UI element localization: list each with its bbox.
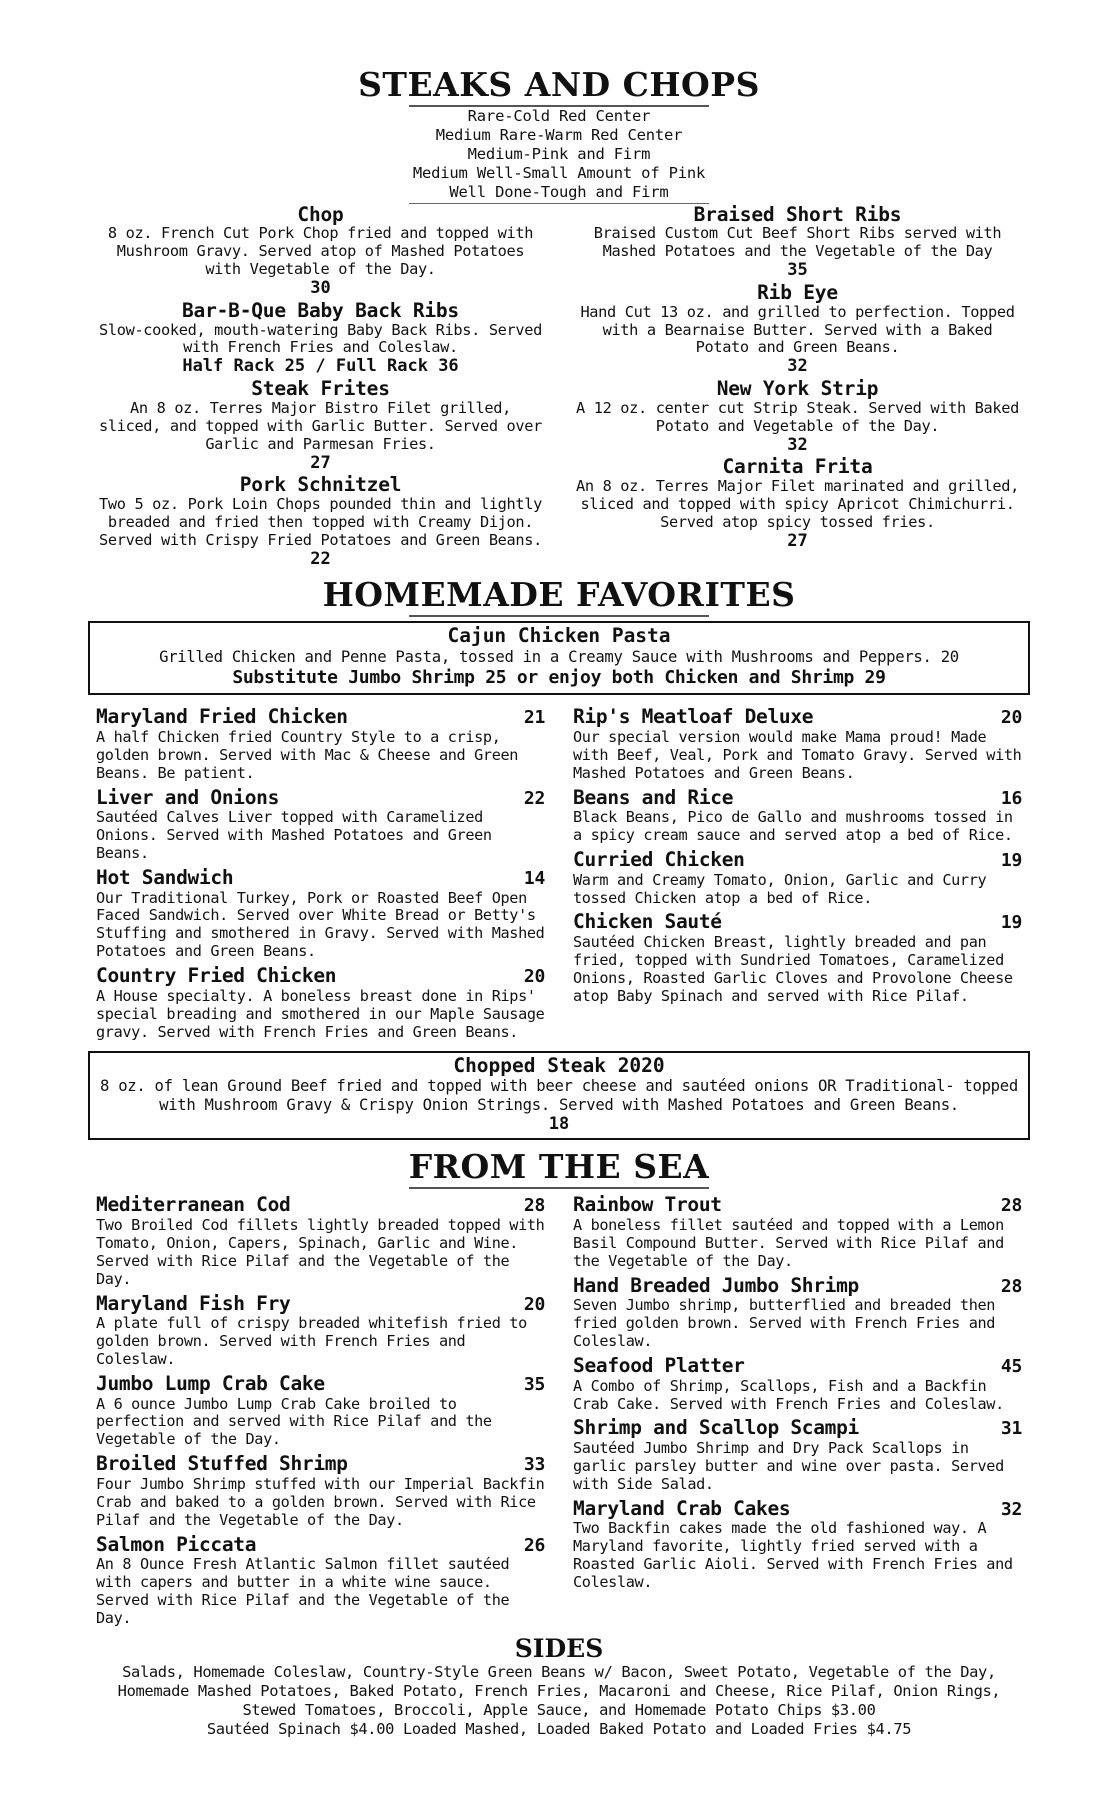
item-price: 30 (310, 278, 331, 299)
menu-item-new-york-strip (573, 378, 1022, 454)
sea-columns (0, 1193, 1118, 1631)
sides-list (0, 1663, 1118, 1740)
item-description: Braised Custom Cut Beef Short Ribs served with Mashed Potatoes and the Vegetable of the Day (593, 224, 1002, 261)
item-name: Jumbo Lump Crab Cake (96, 1371, 325, 1395)
menu-item-steak-frites (96, 378, 545, 472)
item-price: 14 (523, 867, 545, 889)
item-name: Maryland Crab Cakes (573, 1496, 791, 1520)
item-description: Seven Jumbo shrimp, butterflied and breaded then fried golden brown. Served with French Fries and Coleslaw. (573, 1296, 996, 1351)
item-name: Shrimp and Scallop Scampi (573, 1416, 860, 1440)
item-name: Chicken Sauté (573, 910, 722, 934)
item-description: An 8 oz. Terres Major Filet marinated and grilled, sliced and topped with spicy Apricot Chimichurri. Served atop spicy tossed fries. (576, 477, 1019, 531)
item-description: An 8 Ounce Fresh Atlantic Salmon fillet sautéed with capers and butter in a white wine sauce. Served with Rice Pilaf and the Vegetable of the Day. (96, 1555, 510, 1628)
menu-item-broiled-stuffed-shrimp (96, 1452, 545, 1529)
item-price: 28 (523, 1195, 545, 1217)
item-name: Rib Eye (757, 280, 838, 304)
temp-line: Medium Well-Small Amount of Pink (412, 163, 706, 182)
steak-temperatures (0, 107, 1118, 202)
menu-item-rainbow-trout (573, 1193, 1022, 1270)
item-price: 28 (1000, 1195, 1022, 1217)
item-name: Salmon Piccata (96, 1532, 257, 1556)
menu-item-seafood-platter (573, 1354, 1022, 1413)
item-price: 19 (1000, 849, 1022, 871)
menu-item-hot-sandwich (96, 866, 545, 961)
favorites-left-column (96, 705, 545, 1045)
item-description: A boneless fillet sautéed and topped with a Lemon Basil Compound Butter. Served with Rice Pilaf and the Vegetable of the Day. (573, 1215, 1004, 1270)
item-description: Sautéed Calves Liver topped with Caramelized Onions. Served with Mashed Potatoes and Green Beans. (96, 808, 492, 862)
item-description: A Combo of Shrimp, Scallops, Fish and a Backfin Crab Cake. Served with French Fries and Coleslaw. (573, 1376, 1004, 1413)
menu-item-shrimp-and-scallop-scampi (573, 1416, 1022, 1493)
steaks-right-column (573, 204, 1022, 571)
item-description: Two 5 oz. Pork Loin Chops pounded thin and lightly breaded and fried then topped with Creamy Dijon. Served with Crispy Fried Potatoes and Green Beans. (99, 495, 542, 549)
item-description: Four Jumbo Shrimp stuffed with our Imperial Backfin Crab and baked to a golden brown. Served with Rice Pilaf and the Vegetable of the Day. (96, 1474, 545, 1529)
menu-item-liver-and-onions (96, 786, 545, 863)
sides-line: Sautéed Spinach $4.00 Loaded Mashed, Loaded Baked Potato and Loaded Fries $4.75 (206, 1720, 912, 1739)
favorites-right-column (573, 705, 1022, 1045)
menu-item-maryland-fried-chicken (96, 705, 545, 782)
sides-line: Stewed Tomatoes, Broccoli, Apple Sauce, and Homemade Potato Chips $3.00 (242, 1701, 876, 1720)
item-description: Sautéed Jumbo Shrimp and Dry Pack Scallops in garlic parsley butter and wine over pasta. Served with Side Salad. (573, 1439, 1004, 1493)
feature-chopped-steak (88, 1051, 1030, 1141)
item-price: 21 (523, 707, 545, 729)
menu-item-rib-eye (573, 282, 1022, 376)
item-description: A House specialty. A boneless breast done in Rips' special breading and smothered in our Maple Sausage gravy. Served with French Fries and Green Beans. (96, 986, 545, 1041)
sea-right-column (573, 1193, 1022, 1631)
item-name: Rip's Meatloaf Deluxe (573, 705, 814, 729)
menu-item-hand-breaded-jumbo-shrimp (573, 1274, 1022, 1351)
item-description: A plate full of crispy breaded whitefish fried to golden brown. Served with French Fries and Coleslaw. (96, 1314, 527, 1368)
item-price: 16 (1000, 787, 1022, 809)
item-name: Seafood Platter (573, 1354, 745, 1377)
item-price: 45 (1000, 1356, 1022, 1377)
item-description: Hand Cut 13 oz. and grilled to perfection. Topped with a Bearnaise Butter. Served with a Baked Potato and Green Beans. (580, 302, 1015, 357)
item-price: 35 (523, 1373, 545, 1395)
menu-item-country-fried-chicken (96, 964, 545, 1041)
item-description: An 8 oz. Terres Major Bistro Filet grilled, sliced, and topped with Garlic Butter. Served over Garlic and Parmesan Fries. (99, 398, 542, 453)
section-title-sea: FROM THE SEA (408, 1147, 710, 1187)
item-name: Beans and Rice (573, 785, 734, 809)
favorites-columns (0, 705, 1118, 1045)
feature-substitute-line: Substitute Jumbo Shrimp 25 or enjoy both Chicken and Shrimp 29 (232, 666, 886, 688)
item-name: Pork Schnitzel (239, 473, 402, 497)
menu-item-carnita-frita (573, 456, 1022, 550)
item-price: 20 (523, 966, 545, 988)
item-price: 27 (787, 530, 808, 551)
feature-price: 18 (548, 1113, 570, 1134)
temp-line: Medium-Pink and Firm (467, 144, 651, 163)
item-price: 32 (1000, 1498, 1022, 1520)
item-description: 8 oz. French Cut Pork Chop fried and topped with Mushroom Gravy. Served atop of Mashed Potatoes with Vegetable of the Day. (107, 224, 534, 279)
item-name: Hand Breaded Jumbo Shrimp (573, 1273, 860, 1297)
item-price: 20 (523, 1293, 545, 1315)
section-title-steaks: STEAKS AND CHOPS (358, 65, 760, 104)
item-price: 31 (1000, 1418, 1022, 1440)
item-name: Curried Chicken (573, 847, 745, 871)
menu-item-chop (96, 204, 545, 298)
temp-line: Rare-Cold Red Center (467, 107, 651, 125)
item-name: Braised Short Ribs (693, 202, 902, 226)
item-description: Two Backfin cakes made the old fashioned way. A Maryland favorite, lightly fried served with a Roasted Garlic Aioli. Served with French Fries and Coleslaw. (573, 1519, 1013, 1592)
item-description: A 6 ounce Jumbo Lump Crab Cake broiled to perfection and served with Rice Pilaf and the Vegetable of the Day. (96, 1394, 492, 1449)
item-name: Bar-B-Que Baby Back Ribs (182, 298, 459, 322)
item-description: Our special version would make Mama proud! Made with Beef, Veal, Pork and Tomato Gravy. Served with Mashed Potatoes and Green Beans. (573, 727, 1022, 782)
section-title-favorites: HOMEMADE FAVORITES (322, 575, 796, 615)
item-name: Rainbow Trout (573, 1193, 722, 1217)
item-name: Mediterranean Cod (96, 1193, 291, 1217)
sides-line: Salads, Homemade Coleslaw, Country-Style Green Beans w/ Bacon, Sweet Potato, Vegetable of the Day, (122, 1662, 996, 1681)
item-description: A half Chicken fried Country Style to a crisp, golden brown. Served with Mac & Cheese and Green Beans. Be patient. (96, 727, 519, 782)
menu-item-beans-and-rice (573, 786, 1022, 845)
steaks-columns (0, 204, 1118, 571)
menu-item-salmon-piccata (96, 1533, 545, 1628)
item-name: Maryland Fried Chicken (96, 705, 348, 729)
item-price: 32 (787, 434, 808, 455)
item-price: 35 (787, 260, 808, 281)
sides-line: Homemade Mashed Potatoes, Baked Potato, French Fries, Macaroni and Cheese, Rice Pilaf, Onion Rings, (117, 1681, 1001, 1700)
menu-item-pork-schnitzel (96, 474, 545, 568)
item-price: 20 (1000, 707, 1022, 729)
feature-title: Cajun Chicken Pasta (447, 624, 671, 648)
item-name: Carnita Frita (722, 455, 873, 479)
item-price: 33 (523, 1454, 545, 1476)
item-price: 22 (523, 787, 545, 809)
menu-item-rips-meatloaf-deluxe (573, 705, 1022, 782)
feature-description: 8 oz. of lean Ground Beef fried and topped with beer cheese and sautéed onions OR Traditional- topped with Mushroom Gravy & Crispy Onion Strings. Served with Mashed Potatoes and Green Beans. (100, 1077, 1018, 1114)
feature-title: Chopped Steak 2020 (453, 1053, 665, 1077)
item-name: Broiled Stuffed Shrimp (96, 1452, 348, 1476)
temp-line: Well Done-Tough and Firm (449, 182, 669, 201)
item-price: Half Rack 25 / Full Rack 36 (182, 356, 459, 377)
item-price: 27 (310, 452, 331, 473)
item-description: Our Traditional Turkey, Pork or Roasted Beef Open Faced Sandwich. Served over White Bread or Betty's Stuffing and smothered in Gravy. Served with Mashed Potatoes and Green Beans. (96, 888, 545, 961)
menu-item-jumbo-lump-crab-cake (96, 1372, 545, 1449)
menu-item-maryland-fish-fry (96, 1292, 545, 1369)
menu-item-chicken-saute (573, 910, 1022, 1005)
item-name: New York Strip (716, 377, 879, 401)
item-description: Slow-cooked, mouth-watering Baby Back Ribs. Served with French Fries and Coleslaw. (99, 320, 542, 357)
menu-item-baby-back-ribs (96, 300, 545, 376)
item-name: Maryland Fish Fry (96, 1291, 291, 1315)
item-description: Warm and Creamy Tomato, Onion, Garlic and Curry tossed Chicken atop a bed of Rice. (573, 870, 987, 907)
item-price: 32 (787, 356, 808, 377)
menu-item-maryland-crab-cakes (573, 1497, 1022, 1592)
menu-item-mediterranean-cod (96, 1193, 545, 1288)
item-description: Sautéed Chicken Breast, lightly breaded and pan fried, topped with Sundried Tomatoes, Caramelized Onions, Roasted Garlic Cloves and Provolone Cheese atop Baby Spinach and served with Rice Pilaf. (573, 933, 1013, 1005)
feature-cajun-chicken-pasta (88, 621, 1030, 695)
steaks-left-column (96, 204, 545, 571)
feature-description: Grilled Chicken and Penne Pasta, tossed in a Creamy Sauce with Mushrooms and Peppers. 20 (159, 647, 959, 666)
menu-item-braised-short-ribs (573, 204, 1022, 280)
item-name: Steak Frites (251, 377, 390, 401)
item-description: Two Broiled Cod fillets lightly breaded topped with Tomato, Onion, Capers, Spinach, Garlic and Wine. Served with Rice Pilaf and the Vegetable of the Day. (96, 1215, 545, 1288)
temp-line: Medium Rare-Warm Red Center (435, 125, 683, 144)
item-description: A 12 oz. center cut Strip Steak. Served with Baked Potato and Vegetable of the Day. (576, 398, 1019, 435)
item-name: Country Fried Chicken (96, 964, 337, 988)
item-name: Hot Sandwich (96, 865, 234, 889)
menu-item-curried-chicken (573, 848, 1022, 907)
item-name: Liver and Onions (96, 785, 280, 809)
item-price: 28 (1000, 1275, 1022, 1297)
item-name: Chop (297, 202, 344, 226)
section-title-sides: SIDES (514, 1634, 604, 1664)
sea-left-column (96, 1193, 545, 1631)
item-price: 22 (310, 548, 331, 569)
item-price: 26 (523, 1534, 545, 1556)
item-price: 19 (1000, 912, 1022, 934)
item-description: Black Beans, Pico de Gallo and mushrooms tossed in a spicy cream sauce and served atop a bed of Rice. (573, 808, 1013, 845)
